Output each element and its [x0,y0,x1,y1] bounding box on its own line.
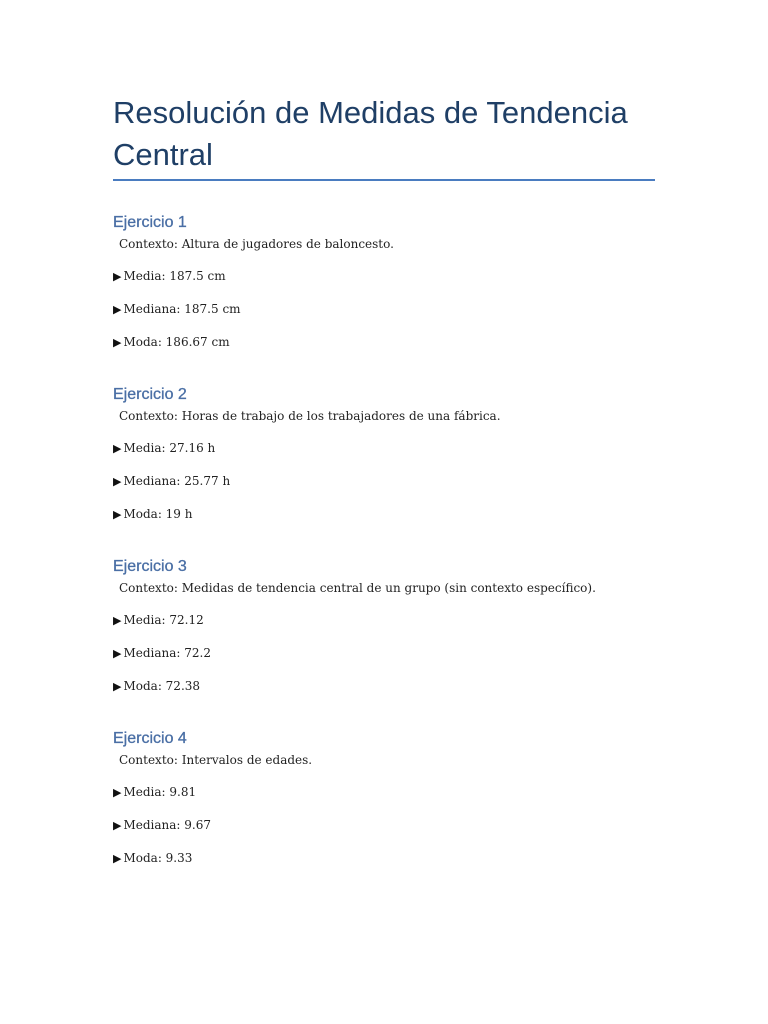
metric-moda-text: Moda: 19 h [123,507,193,521]
metric-media-text: Media: 9.81 [123,785,197,799]
exercise-context: Contexto: Medidas de tendencia central de un grupo (sin contexto específico). [119,581,596,595]
triangle-right-icon: ▶ [113,786,122,799]
metric-mediana [113,817,655,834]
exercise-section-3 [113,556,655,695]
metric-media [113,440,655,457]
triangle-right-icon: ▶ [113,303,122,316]
metric-media-text: Media: 187.5 cm [123,269,226,283]
metric-media [113,612,655,629]
exercise-context: Contexto: Intervalos de edades. [119,753,313,767]
page-title: Resolución de Medidas de Tendencia Central [113,95,628,172]
metric-media-text: Media: 27.16 h [123,441,216,455]
metric-mediana-text: Mediana: 9.67 [123,818,211,832]
exercise-heading: Ejercicio 1 [113,214,187,231]
exercise-heading: Ejercicio 4 [113,730,187,747]
title-divider [113,179,655,181]
triangle-right-icon: ▶ [113,270,122,283]
metric-moda [113,678,655,695]
triangle-right-icon: ▶ [113,647,122,660]
metric-mediana [113,645,655,662]
metric-mediana-text: Mediana: 187.5 cm [123,302,241,316]
exercise-context: Contexto: Altura de jugadores de baloncesto. [119,237,394,251]
metric-mediana-text: Mediana: 25.77 h [123,474,231,488]
triangle-right-icon: ▶ [113,852,122,865]
metric-moda [113,506,655,523]
metric-media-text: Media: 72.12 [123,613,204,627]
exercise-heading: Ejercicio 2 [113,386,187,403]
exercise-heading: Ejercicio 3 [113,558,187,575]
metric-moda [113,334,655,351]
metric-moda-text: Moda: 9.33 [123,851,193,865]
triangle-right-icon: ▶ [113,442,122,455]
metric-moda [113,850,655,867]
triangle-right-icon: ▶ [113,508,122,521]
metric-moda-text: Moda: 186.67 cm [123,335,230,349]
exercise-section-2 [113,384,655,523]
metric-mediana [113,473,655,490]
exercise-section-4 [113,728,655,867]
triangle-right-icon: ▶ [113,680,122,693]
metric-media [113,268,655,285]
exercise-section-1 [113,212,655,351]
triangle-right-icon: ▶ [113,336,122,349]
metric-mediana-text: Mediana: 72.2 [123,646,211,660]
metric-moda-text: Moda: 72.38 [123,679,201,693]
triangle-right-icon: ▶ [113,614,122,627]
metric-mediana [113,301,655,318]
triangle-right-icon: ▶ [113,819,122,832]
triangle-right-icon: ▶ [113,475,122,488]
exercise-context: Contexto: Horas de trabajo de los trabajadores de una fábrica. [119,409,501,423]
metric-media [113,784,655,801]
